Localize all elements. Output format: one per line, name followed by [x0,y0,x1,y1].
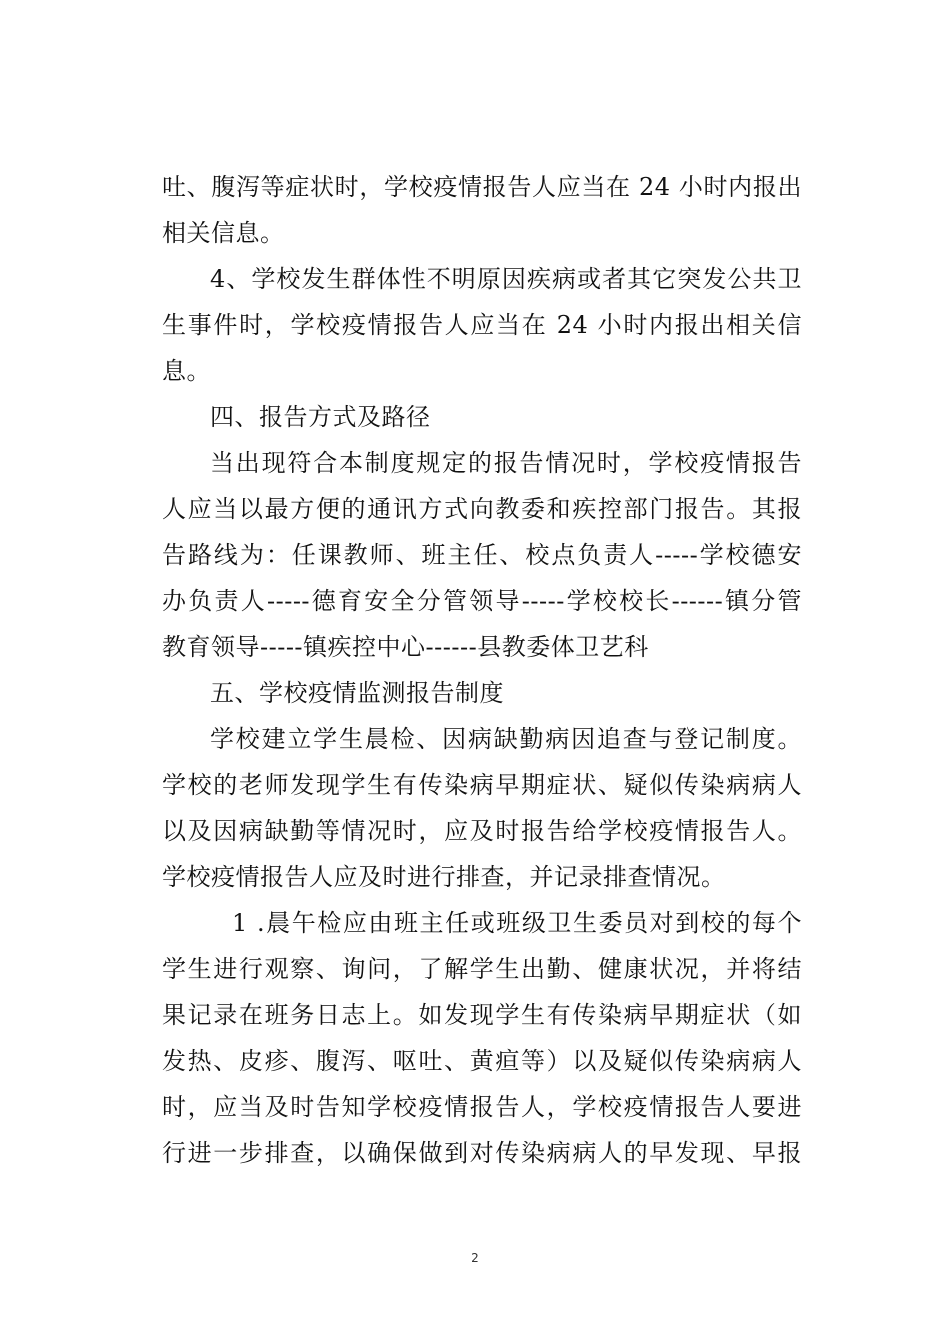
body-line: 教育领导-----镇疾控中心------县教委体卫艺科 [162,633,649,661]
body-line: 4、学校发生群体性不明原因疾病或者其它突发公共卫 [210,265,802,293]
body-line: 时，应当及时告知学校疫情报告人，学校疫情报告人要进 [162,1093,802,1121]
body-line: 行进一步排查，以确保做到对传染病病人的早发现、早报 [162,1139,802,1167]
body-line: 当出现符合本制度规定的报告情况时，学校疫情报告 [210,449,802,477]
body-line: 学生进行观察、询问，了解学生出勤、健康状况，并将结 [162,955,802,983]
body-line: 生事件时，学校疫情报告人应当在 24 小时内报出相关信 [162,311,802,339]
body-line: 以及因病缺勤等情况时，应及时报告给学校疫情报告人。 [162,817,802,845]
body-line: 人应当以最方便的通讯方式向教委和疾控部门报告。其报 [162,495,802,523]
body-line: 息。 [162,357,211,385]
page-number: 2 [471,1251,479,1265]
body-line: 发热、皮疹、腹泻、呕吐、黄疸等）以及疑似传染病病人 [162,1047,802,1075]
body-line: 办负责人-----德育安全分管领导-----学校校长------镇分管 [162,587,802,615]
body-line: 吐、腹泻等症状时，学校疫情报告人应当在 24 小时内报出 [162,173,802,201]
section-heading: 五、学校疫情监测报告制度 [210,679,504,707]
body-line: 1 .晨午检应由班主任或班级卫生委员对到校的每个 [232,909,802,937]
body-line: 相关信息。 [162,219,285,247]
body-line: 果记录在班务日志上。如发现学生有传染病早期症状（如 [162,1001,802,1029]
section-heading: 四、报告方式及路径 [210,403,431,431]
body-line: 学校建立学生晨检、因病缺勤病因追查与登记制度。 [210,725,802,753]
body-line: 告路线为：任课教师、班主任、校点负责人-----学校德安 [162,541,802,569]
body-line: 学校的老师发现学生有传染病早期症状、疑似传染病病人 [162,771,802,799]
body-line: 学校疫情报告人应及时进行排查，并记录排查情况。 [162,863,726,891]
